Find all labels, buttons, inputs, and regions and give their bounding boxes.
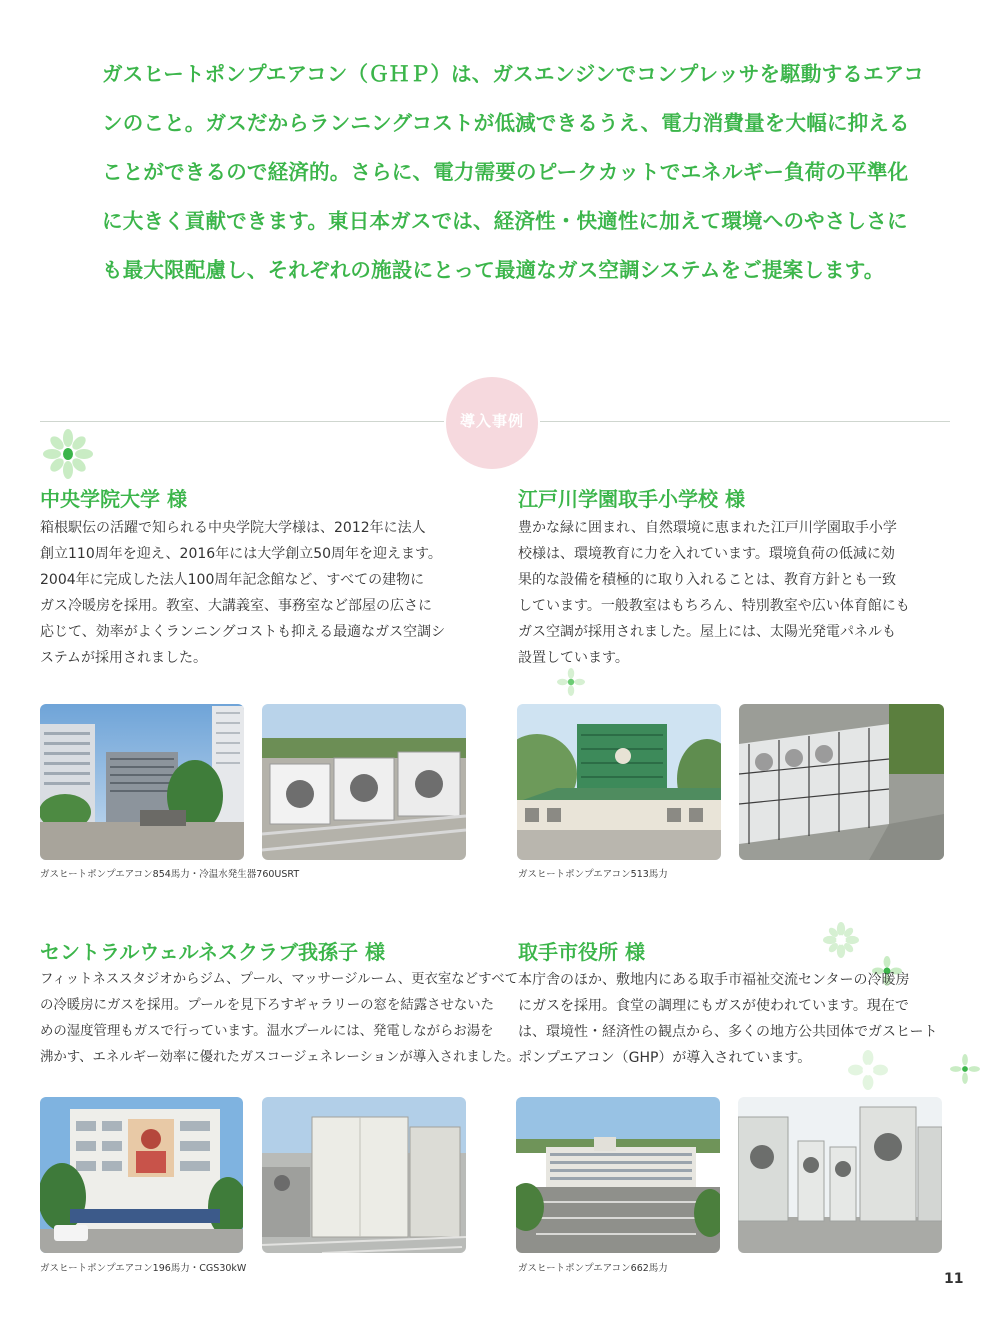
case-body-line: しています。一般教室はもちろん、特別教室や広い体育館にも — [518, 598, 910, 614]
photo-campus-buildings — [40, 704, 244, 860]
caption-chuo-gakuin: ガスヒートポンプエアコン854馬力・冷温水発生器760USRT — [40, 869, 300, 880]
intro-line: ンのこと。ガスだからランニングコストが低減できるうえ、電力消費量を大幅に抑える — [102, 111, 910, 135]
intro-line: ことができるので経済的。さらに、電力需要のピークカットでエネルギー負荷の平準化 — [102, 160, 909, 184]
flower-icon — [950, 1054, 980, 1084]
case-body-line: めの湿度管理もガスで行っています。温水プールには、発電しながらお湯を — [40, 1024, 494, 1039]
intro-line: も最大限配慮し、それぞれの施設にとって最適なガス空調システムをご提案します。 — [102, 258, 885, 282]
photo-wellness-club-building — [40, 1097, 243, 1253]
case-body-line: 創立110周年を迎え、2016年には大学創立50周年を迎えます。 — [40, 546, 442, 562]
case-body-line: 豊かな緑に囲まれ、自然環境に恵まれた江戸川学園取手小学 — [518, 520, 897, 536]
caption-edogawa: ガスヒートポンプエアコン513馬力 — [518, 869, 668, 880]
case-body-toride-city-hall — [518, 967, 937, 1071]
photo-wellness-rooftop-units — [262, 1097, 466, 1253]
section-divider-left — [40, 421, 444, 422]
flower-icon — [823, 922, 859, 958]
flower-icon — [42, 428, 94, 480]
case-body-edogawa — [518, 515, 910, 671]
case-body-line: ポンプエアコン（GHP）が導入されています。 — [518, 1050, 812, 1066]
intro-line: ガスヒートポンプエアコン（ＧＨＰ）は、ガスエンジンでコンプレッサを駆動するエアコ — [102, 62, 925, 86]
section-badge — [446, 377, 538, 469]
case-body-line: 校様は、環境教育に力を入れています。環境負荷の低減に効 — [518, 546, 895, 562]
case-body-line: 本庁舎のほか、敷地内にある取手市福祉交流センターの冷暖房 — [518, 972, 910, 988]
intro-paragraph — [102, 50, 925, 295]
case-body-line: の冷暖房にガスを採用。プールを見下ろすギャラリーの窓を結露させないた — [40, 998, 495, 1013]
section-divider-right — [540, 421, 950, 422]
flower-icon — [557, 668, 585, 696]
case-body-line: 果的な設備を積極的に取り入れることは、教育方針とも一致 — [518, 572, 896, 588]
case-body-line: は、環境性・経済性の観点から、多くの地方公共団体でガスヒート — [518, 1024, 938, 1040]
photo-rooftop-units — [262, 704, 466, 860]
case-body-line: フィットネススタジオからジム、プール、マッサージルーム、更衣室などすべて — [40, 972, 518, 987]
photo-school-rooftop-units — [739, 704, 944, 860]
case-body-line: 箱根駅伝の活躍で知られる中央学院大学様は、2012年に法人 — [40, 520, 426, 536]
case-body-line: 設置しています。 — [518, 650, 629, 666]
photo-city-hall-aerial — [516, 1097, 720, 1253]
page-number: 11 — [944, 1271, 964, 1287]
case-body-central-wellness — [40, 967, 520, 1071]
intro-line: に大きく貢献できます。東日本ガスでは、経済性・快適性に加えて環境へのやさしさに — [102, 209, 908, 233]
caption-toride-city-hall: ガスヒートポンプエアコン662馬力 — [518, 1263, 668, 1274]
case-title-edogawa: 江戸川学園取手小学校 様 — [518, 487, 745, 511]
caption-central-wellness: ガスヒートポンプエアコン196馬力・CGS30kW — [40, 1263, 247, 1274]
case-body-chuo-gakuin — [40, 515, 445, 671]
case-title-chuo-gakuin: 中央学院大学 様 — [40, 487, 187, 511]
section-badge-label: 導入事例 — [459, 412, 524, 430]
case-body-line: ガス空調が採用されました。屋上には、太陽光発電パネルも — [518, 624, 896, 640]
photo-city-hall-rooftop-units — [738, 1097, 942, 1253]
case-body-line: 応じて、効率がよくランニングコストも抑える最適なガス空調シ — [40, 624, 446, 640]
case-body-line: ガス冷暖房を採用。教室、大講義室、事務室など部屋の広さに — [40, 598, 432, 614]
case-body-line: 2004年に完成した法人100周年記念館など、すべての建物に — [40, 572, 425, 588]
case-body-line: ステムが採用されました。 — [40, 650, 208, 666]
photo-school-building — [517, 704, 721, 860]
case-body-line: 沸かす、エネルギー効率に優れたガスコージェネレーションが導入されました。 — [40, 1050, 520, 1065]
case-title-toride-city-hall: 取手市役所 様 — [518, 940, 645, 964]
case-title-central-wellness: セントラルウェルネスクラブ我孫子 様 — [40, 940, 385, 964]
case-body-line: にガスを採用。食堂の調理にもガスが使われています。現在で — [518, 998, 909, 1014]
